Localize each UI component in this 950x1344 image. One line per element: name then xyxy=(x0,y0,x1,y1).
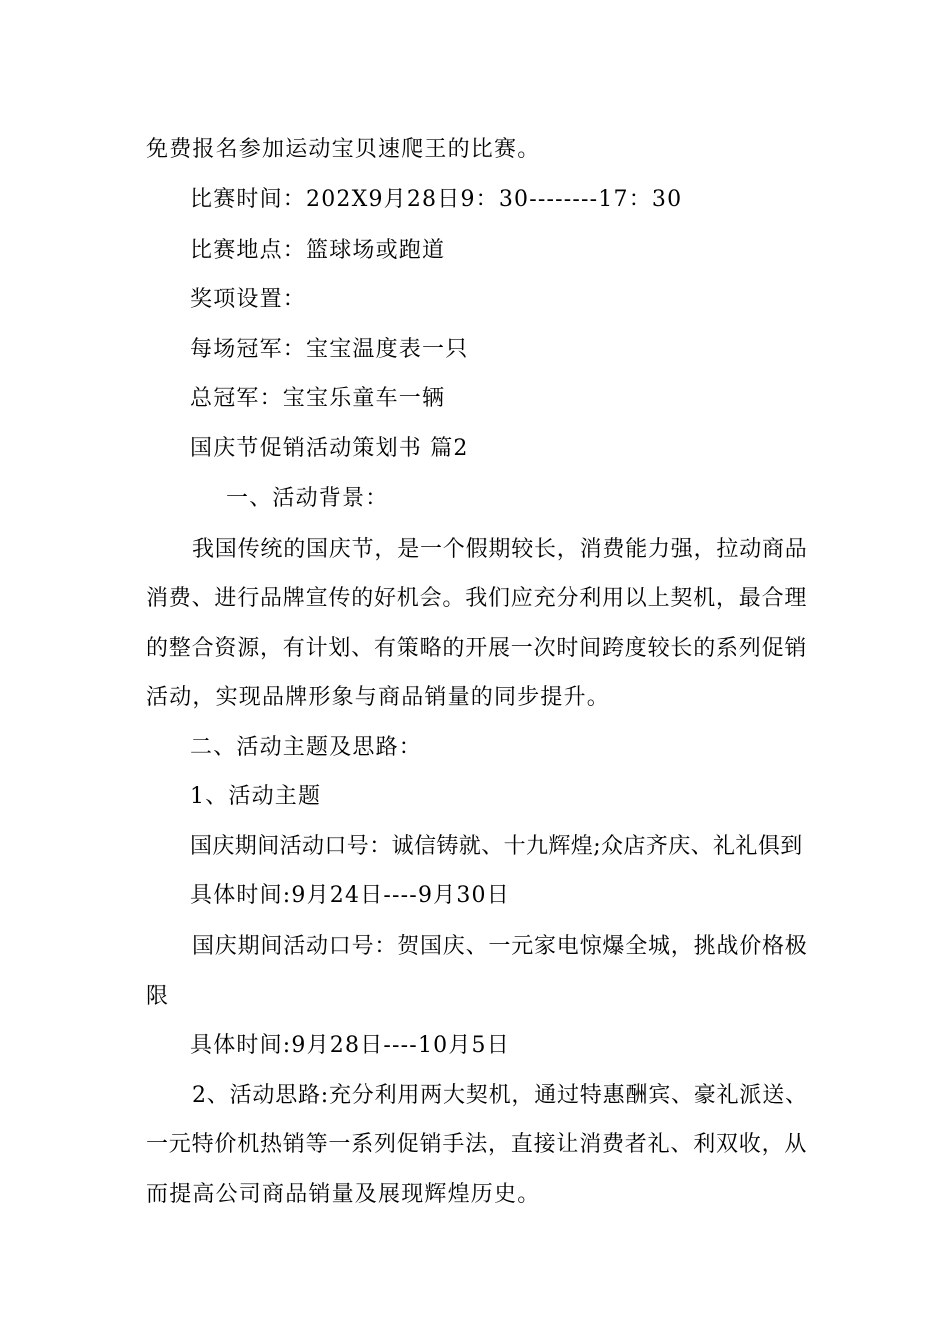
text-line: 免费报名参加运动宝贝速爬王的比赛。 xyxy=(146,137,541,162)
section-heading: 一、活动背景： xyxy=(226,486,389,511)
text-line: 具体时间:9月24日----9月30日 xyxy=(190,883,510,908)
text-line: 活动，实现品牌形象与商品销量的同步提升。 xyxy=(146,685,611,710)
text-line: 奖项设置： xyxy=(190,287,307,312)
text-line: 国庆期间活动口号：贺国庆、一元家电惊爆全城，挑战价格极 xyxy=(192,934,808,959)
text-line: 比赛时间：202X9月28日9：30--------17：30 xyxy=(190,187,683,212)
text-line: 总冠军：宝宝乐童车一辆 xyxy=(190,386,446,411)
text-line: 限 xyxy=(146,984,170,1009)
text-line: 国庆期间活动口号：诚信铸就、十九辉煌;众店齐庆、礼礼俱到 xyxy=(190,834,803,859)
section-heading: 二、活动主题及思路： xyxy=(190,735,423,760)
section-heading: 国庆节促销活动策划书 篇2 xyxy=(190,436,469,461)
text-line: 我国传统的国庆节，是一个假期较长，消费能力强，拉动商品 xyxy=(192,537,808,562)
text-line: 消费、进行品牌宣传的好机会。我们应充分利用以上契机，最合理 xyxy=(146,586,808,611)
text-line: 而提高公司商品销量及展现辉煌历史。 xyxy=(146,1182,541,1207)
text-line: 比赛地点：篮球场或跑道 xyxy=(190,238,446,263)
section-heading: 1、活动主题 xyxy=(190,784,322,809)
text-line: 具体时间:9月28日----10月5日 xyxy=(190,1033,510,1058)
text-line: 2、活动思路:充分利用两大契机，通过特惠酬宾、豪礼派送、 xyxy=(192,1083,808,1108)
text-line: 每场冠军：宝宝温度表一只 xyxy=(190,337,469,362)
text-line: 一元特价机热销等一系列促销手法，直接让消费者礼、利双收，从 xyxy=(146,1132,808,1157)
text-line: 的整合资源，有计划、有策略的开展一次时间跨度较长的系列促销 xyxy=(146,636,808,661)
